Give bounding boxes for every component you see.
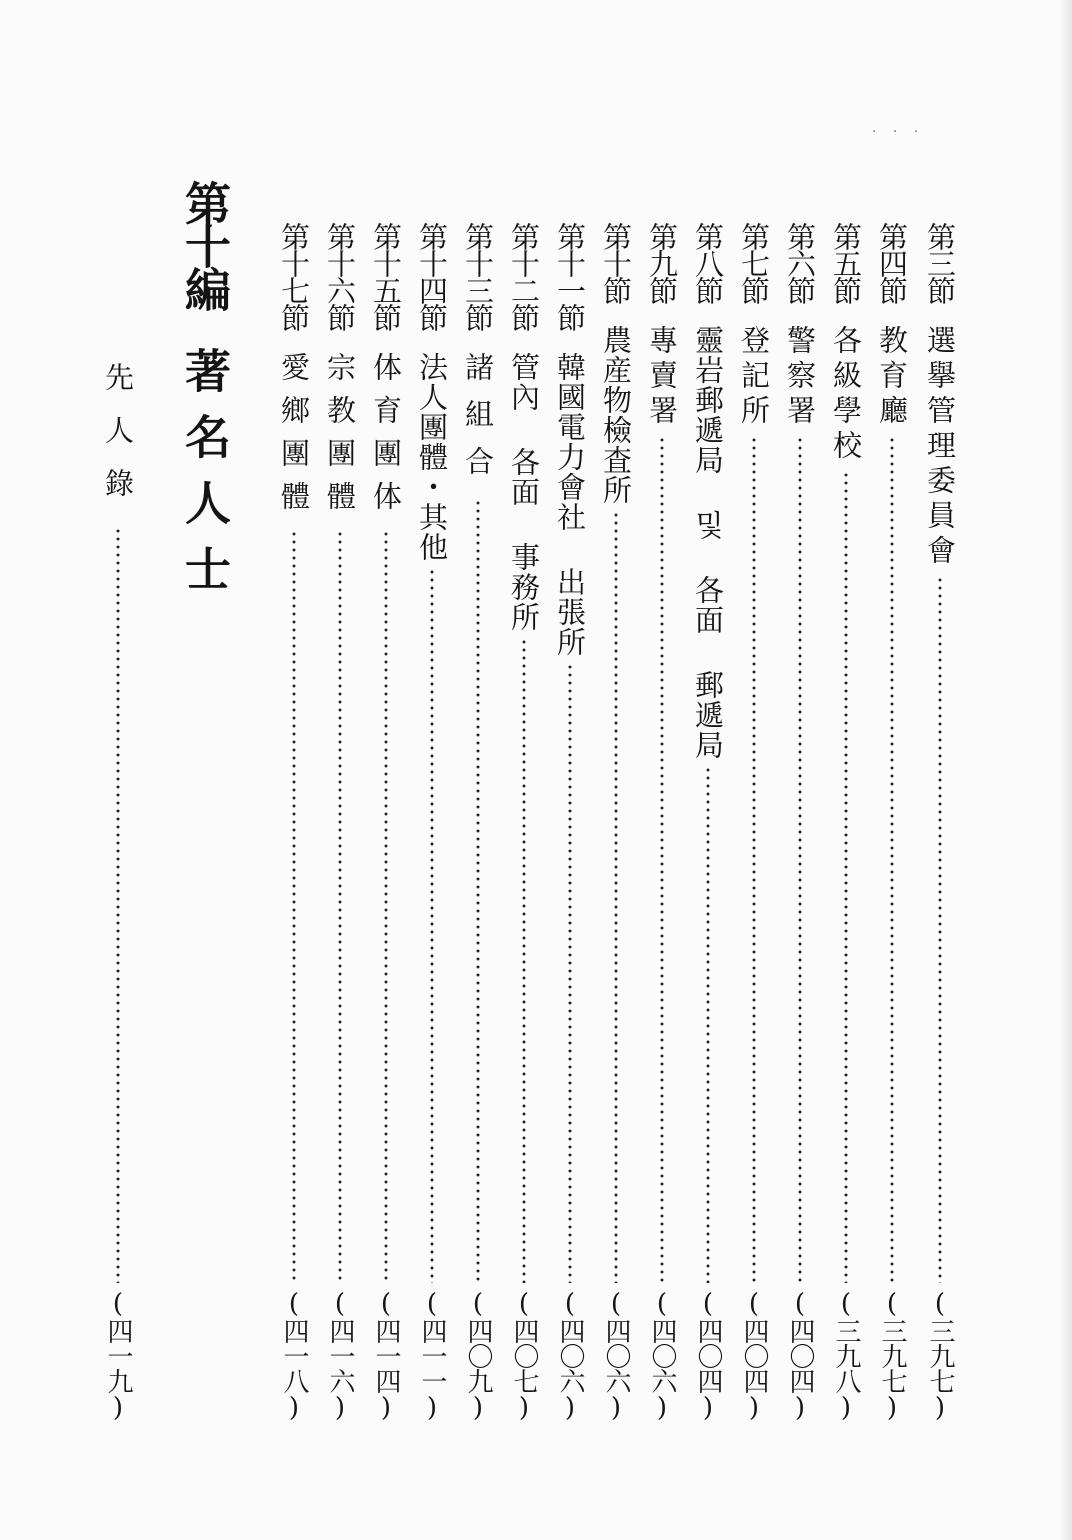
- section-number: 第四節: [875, 222, 909, 303]
- page-number: (四〇六): [601, 1289, 631, 1422]
- part-heading: [176, 180, 234, 611]
- toc-entry-section-8: [688, 222, 728, 1422]
- section-title: 諸組合: [461, 352, 495, 493]
- toc-entry-section-14: [412, 222, 452, 1422]
- page-number: (四一八): [279, 1289, 309, 1422]
- toc-entry-preface: [98, 362, 138, 1422]
- page-number: (四〇四): [739, 1289, 769, 1422]
- toc-entry-section-3: [920, 222, 960, 1422]
- section-number: 第十四節: [415, 222, 449, 330]
- toc-entry-section-16: [320, 222, 360, 1422]
- toc-entry-section-15: [366, 222, 406, 1422]
- dot-leader: [752, 436, 756, 1283]
- section-number: 第七節: [737, 222, 771, 303]
- toc-entry-section-6: [780, 222, 820, 1422]
- toc-entry-section-11: [550, 222, 590, 1422]
- section-title: 法人團體・其他: [415, 352, 449, 562]
- entry-title: 先人錄: [101, 362, 135, 521]
- toc-entry-section-12: [504, 222, 544, 1422]
- dot-leader: [798, 436, 802, 1283]
- section-number: 第十節: [599, 222, 633, 303]
- dot-leader: [522, 638, 526, 1283]
- page-edge-shadow: [1058, 0, 1072, 1540]
- part-number: 第十編: [178, 180, 232, 309]
- section-number: 第九節: [645, 222, 679, 303]
- section-title: 体育團体: [369, 352, 403, 524]
- section-number: 第十三節: [461, 222, 495, 330]
- scan-specks: · · ·: [872, 124, 925, 140]
- section-number: 第八節: [691, 222, 725, 303]
- page-number: (四一一): [417, 1289, 447, 1422]
- section-number: 第六節: [783, 222, 817, 303]
- dot-leader: [844, 471, 848, 1283]
- section-number: 第十六節: [323, 222, 357, 330]
- section-title: 專賣署: [645, 325, 679, 430]
- page-number: (三九八): [831, 1289, 861, 1422]
- toc-entry-section-5: [826, 222, 866, 1422]
- section-title: 管內 各面 事務所: [507, 352, 541, 632]
- dot-leader: [430, 568, 434, 1283]
- page-number: (三九七): [925, 1289, 955, 1422]
- dot-leader: [338, 530, 342, 1283]
- toc-entry-section-13: [458, 222, 498, 1422]
- section-number: 第十一節: [553, 222, 587, 330]
- toc-entry-section-9: [642, 222, 682, 1422]
- section-title: 選擧管理委員會: [923, 325, 957, 570]
- toc-entry-section-17: [274, 222, 314, 1422]
- section-title: 靈岩郵遞局 및 各面 郵遞局: [691, 325, 725, 760]
- page-number: (四一九): [103, 1289, 133, 1422]
- section-number: 第十二節: [507, 222, 541, 330]
- dot-leader: [292, 530, 296, 1283]
- page-number: (四〇九): [463, 1289, 493, 1422]
- section-title: 教育廳: [875, 325, 909, 430]
- part-title: 著名人士: [178, 347, 232, 611]
- dot-leader: [116, 527, 120, 1283]
- page-number: (四一四): [371, 1289, 401, 1422]
- page-number: (三九七): [877, 1289, 907, 1422]
- section-number: 第五節: [829, 222, 863, 303]
- section-title: 各級學校: [829, 325, 863, 465]
- page-number: (四〇七): [509, 1289, 539, 1422]
- section-number: 第十五節: [369, 222, 403, 330]
- dot-leader: [706, 766, 710, 1283]
- section-title: 宗教團體: [323, 352, 357, 524]
- section-title: 韓國電力會社 出張所: [553, 352, 587, 657]
- page-number: (四〇四): [693, 1289, 723, 1422]
- toc-entry-section-10: [596, 222, 636, 1422]
- section-title: 農産物檢査所: [599, 325, 633, 505]
- dot-leader: [568, 663, 572, 1283]
- dot-leader: [384, 530, 388, 1283]
- section-number: 第三節: [923, 222, 957, 303]
- page-number: (四一六): [325, 1289, 355, 1422]
- page-number: (四〇六): [647, 1289, 677, 1422]
- section-title: 警察署: [783, 325, 817, 430]
- page-number: (四〇四): [785, 1289, 815, 1422]
- dot-leader: [890, 436, 894, 1283]
- page-number: (四〇六): [555, 1289, 585, 1422]
- section-title: 登記所: [737, 325, 771, 430]
- section-number: 第十七節: [277, 222, 311, 330]
- dot-leader: [660, 436, 664, 1283]
- dot-leader: [476, 499, 480, 1283]
- toc-entry-section-4: [872, 222, 912, 1422]
- toc-entry-section-7: [734, 222, 774, 1422]
- dot-leader: [614, 511, 618, 1283]
- section-title: 愛鄉團體: [277, 352, 311, 524]
- dot-leader: [938, 576, 942, 1283]
